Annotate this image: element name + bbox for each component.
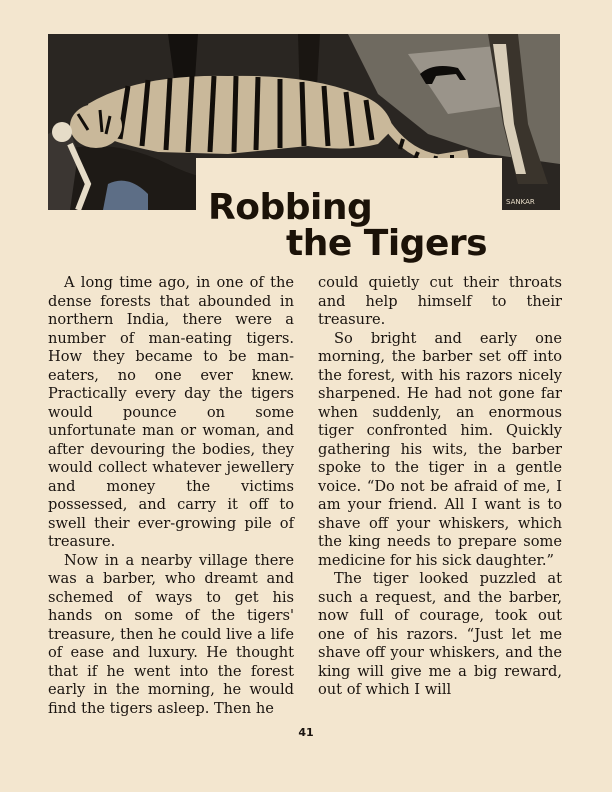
artist-signature: SANKAR — [506, 198, 535, 206]
paragraph: could quietly cut their throats and help himself to their treasure. — [318, 274, 562, 328]
title-line-2: the Tigers — [286, 223, 488, 264]
story-title — [206, 187, 506, 264]
paragraph: A long time ago, in one of the dense forests that abounded in northern India, there were a number of man-eating tigers. How they became to be man-eaters, no one ever knew. Practically every day the tigers would pounce on some unfortunate man or woman, and after devouring the bodies, they would collect whatever jewellery and money the victims possessed, and carry it off to swell their ever-growing pile of treasure. — [48, 274, 294, 550]
left-column — [48, 274, 294, 718]
paragraph: The tiger looked puzzled at such a request, and the barber, now full of courage, took out one of his razors. “Just let me shave off your whiskers, and the king will give me a big reward, out of which I will — [318, 570, 562, 698]
paragraph: So bright and early one morning, the barber set off into the forest, with his razors nicely sharpened. He had not gone far when suddenly, an enormous tiger confronted him. Quickly gathering his wits, the barber spoke to the tiger in a gentle voice. “Do not be afraid of me, I am your friend. All I want is to shave off your whiskers, which the king needs to prepare some medicine for his sick daughter.” — [318, 329, 562, 569]
title-line-1: Robbing — [208, 187, 373, 228]
paragraph: Now in a nearby village there was a barber, who dreamt and schemed of ways to get his hands on some of the tigers' treasure, then he could live a life of ease and luxury. He thought that if he went into the forest early in the morning, he would find the tigers asleep. Then he — [48, 551, 294, 717]
right-column — [318, 274, 562, 700]
page-number: 41 — [298, 726, 314, 739]
